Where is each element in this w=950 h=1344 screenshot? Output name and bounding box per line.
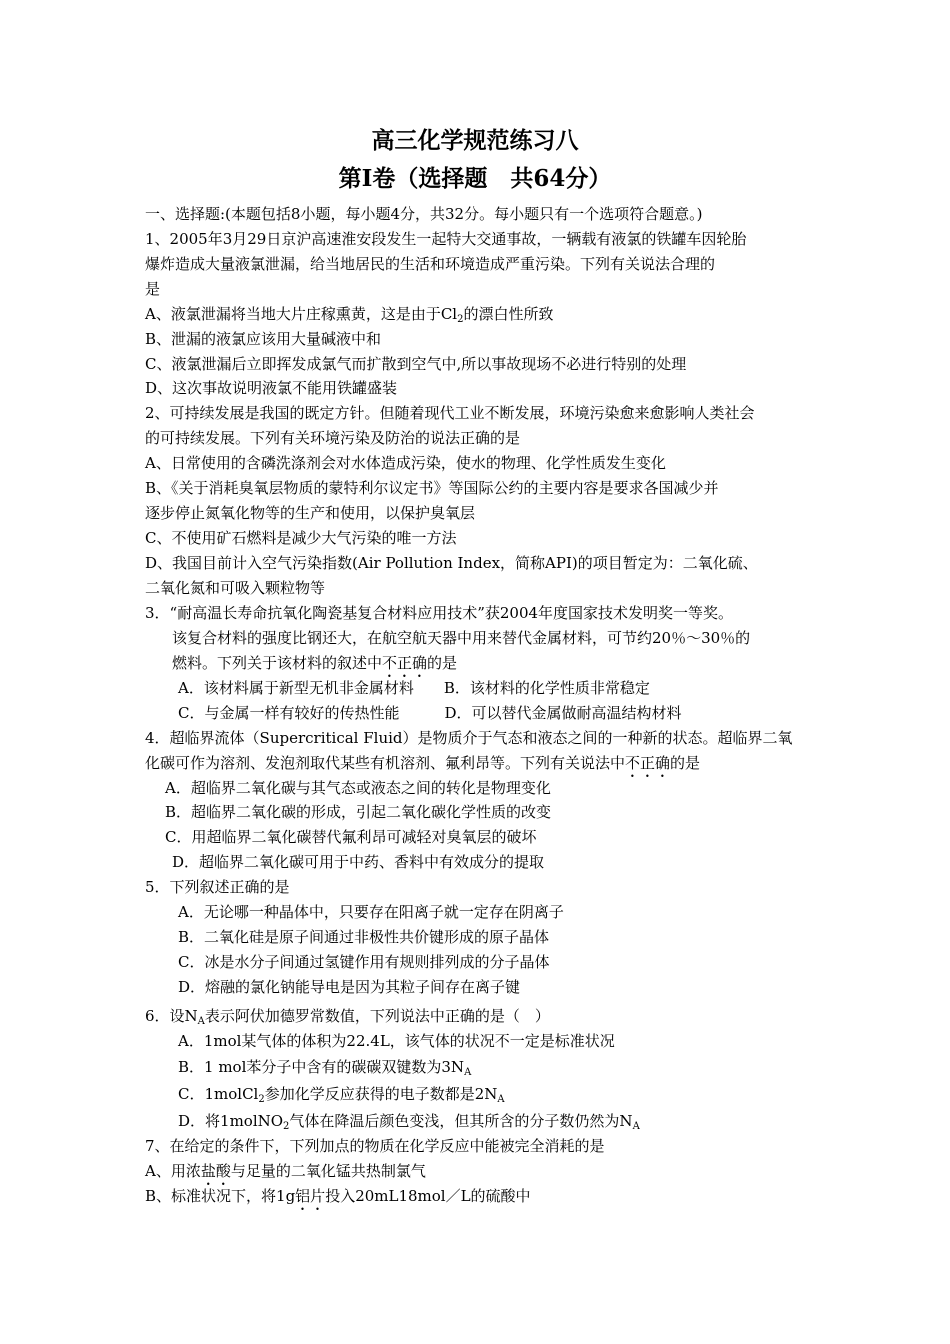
q4-option-c: C．用超临界二氧化碳替代氟利昂可减轻对臭氧层的破坏: [165, 828, 537, 846]
q6-option-c-text: C．1molCl: [178, 1085, 259, 1103]
q5-option-c: C．冰是水分子间通过氢键作用有规则排列成的分子晶体: [178, 953, 550, 971]
q3-stem-line: 该复合材料的强度比钢还大，在航空航天器中用来替代金属材料，可节约20％～30％的: [172, 629, 751, 647]
subscript: A: [197, 1016, 205, 1027]
q1-option-a: [145, 304, 554, 324]
q6-stem: [145, 1006, 550, 1026]
q4-stem-line: [145, 753, 700, 781]
q5-option-d: D．熔融的氯化钠能导电是因为其粒子间存在离子键: [178, 978, 521, 996]
q6-stem-text: 表示阿伏加德罗常数值，下列说法中正确的是（ ）: [204, 1007, 550, 1025]
section-title: 第Ⅰ卷（选择题 共64分）: [338, 165, 612, 192]
q1-option-d: D、这次事故说明液氯不能用铁罐盛装: [145, 379, 398, 397]
q7-stem: 7、在给定的条件下，下列加点的物质在化学反应中能被完全消耗的是: [145, 1137, 605, 1155]
emphasis-dotted-text: 铝片: [295, 1187, 326, 1205]
q4-stem-text: 化碳可作为溶剂、发泡剂取代某些有机溶剂、氟利昂等。下列有关说法中: [145, 754, 626, 772]
q2-option-d: 二氧化氮和可吸入颗粒物等: [145, 579, 326, 597]
q7-option-a-text: A、用浓: [145, 1162, 201, 1180]
subscript: 2: [283, 1121, 290, 1132]
q6-stem-text: 6．设N: [145, 1007, 198, 1025]
q1-stem-line: 1、2005年3月29日京沪高速淮安段发生一起特大交通事故，一辆载有液氯的铁罐车因轮胎: [145, 230, 747, 248]
q1-option-b: B、泄漏的液氯应该用大量碱液中和: [145, 330, 382, 348]
q6-option-b-text: B．1 mol苯分子中含有的碳碳双键数为3N: [178, 1058, 465, 1076]
q2-option-a: A、日常使用的含磷洗涤剂会对水体造成污染，使水的物理、化学性质发生变化: [145, 454, 666, 472]
subscript: 2: [457, 314, 464, 325]
subscript: 2: [258, 1094, 265, 1105]
q1-option-c: C、液氯泄漏后立即挥发成氯气而扩散到空气中,所以事故现场不必进行特别的处理: [145, 355, 687, 373]
emphasis-dotted-text: 盐酸: [200, 1162, 231, 1180]
q3-stem-text: 燃料。下列关于该材料的叙述中: [172, 654, 383, 672]
q2-option-c: C、不使用矿石燃料是减少大气污染的唯一方法: [145, 529, 457, 547]
q5-option-a: A．无论哪一种晶体中，只要存在阳离子就一定存在阴离子: [178, 903, 564, 921]
emphasis-dotted-text: 不正确: [625, 754, 671, 772]
q3-options-ab: A．该材料属于新型无机非金属材料 B．该材料的化学性质非常稳定: [178, 679, 650, 697]
q6-option-c: [178, 1084, 505, 1104]
q1-option-a-text: 的漂白性所致: [463, 305, 554, 323]
q4-stem-line: 4．超临界流体（Supercritical Fluid）是物质介于气态和液态之间的一种新的状态。超临界二氧: [145, 729, 793, 747]
q7-option-b-text: B、标准状况下，将1g: [145, 1187, 296, 1205]
instruction: 一、选择题:(本题包括8小题，每小题4分，共32分。每小题只有一个选项符合题意。): [145, 205, 703, 223]
subscript: A: [632, 1121, 640, 1132]
subscript: A: [464, 1067, 472, 1078]
q4-stem-text: 的是: [670, 754, 701, 772]
q6-option-d: [178, 1111, 640, 1131]
q3-stem-line: [172, 653, 457, 681]
q1-stem-line: 是: [145, 280, 161, 298]
q4-option-b: B．超临界二氧化碳的形成，引起二氧化碳化学性质的改变: [165, 803, 552, 821]
q6-option-d-text: 气体在降温后颜色变浅，但其所含的分子数仍然为N: [289, 1112, 633, 1130]
emphasis-dotted-text: 不正确: [382, 654, 428, 672]
q1-stem-line: 爆炸造成大量液氯泄漏，给当地居民的生活和环境造成严重污染。下列有关说法合理的: [145, 255, 716, 273]
q7-option-a-text: 与足量的二氧化锰共热制氯气: [230, 1162, 426, 1180]
subscript: A: [497, 1094, 505, 1105]
q3-stem-text: 的是: [427, 654, 458, 672]
page-title: 高三化学规范练习八: [371, 127, 579, 154]
q6-option-b: [178, 1057, 471, 1077]
q1-option-a-text: A、液氯泄漏将当地大片庄稼熏黄，这是由于Cl: [145, 305, 458, 323]
q4-option-a: A．超临界二氧化碳与其气态或液态之间的转化是物理变化: [165, 779, 551, 797]
q2-stem-line: 的可持续发展。下列有关环境污染及防治的说法正确的是: [145, 429, 521, 447]
q5-stem: 5．下列叙述正确的是: [145, 878, 290, 896]
q4-option-d: D．超临界二氧化碳可用于中药、香料中有效成分的提取: [172, 853, 545, 871]
q7-option-a: [145, 1161, 426, 1189]
q6-option-d-text: D．将1molNO: [178, 1112, 284, 1130]
q3-stem-line: 3．“耐高温长寿命抗氧化陶瓷基复合材料应用技术”获2004年度国家技术发明奖一等奖。: [145, 604, 734, 622]
q2-option-b: B、《关于消耗臭氧层物质的蒙特利尔议定书》等国际公约的主要内容是要求各国减少并: [145, 479, 719, 497]
q7-option-b-text: 投入20mL18mol／L的硫酸中: [325, 1187, 531, 1205]
q5-option-b: B．二氧化硅是原子间通过非极性共价键形成的原子晶体: [178, 928, 550, 946]
q3-options-cd: C．与金属一样有较好的传热性能 D．可以替代金属做耐高温结构材料: [178, 704, 682, 722]
q7-option-b: [145, 1186, 531, 1214]
q2-stem-line: 2、可持续发展是我国的既定方针。但随着现代工业不断发展，环境污染愈来愈影响人类社会: [145, 404, 755, 422]
q2-option-d: D、我国目前计入空气污染指数(Air Pollution Index，简称API)的项目暂定为：二氧化硫、: [145, 554, 758, 572]
q6-option-c-text: 参加化学反应获得的电子数都是2N: [264, 1085, 498, 1103]
q6-option-a: A．1mol某气体的体积为22.4L，该气体的状况不一定是标准状况: [178, 1032, 615, 1050]
q2-option-b: 逐步停止氮氧化物等的生产和使用，以保护臭氧层: [145, 504, 476, 522]
